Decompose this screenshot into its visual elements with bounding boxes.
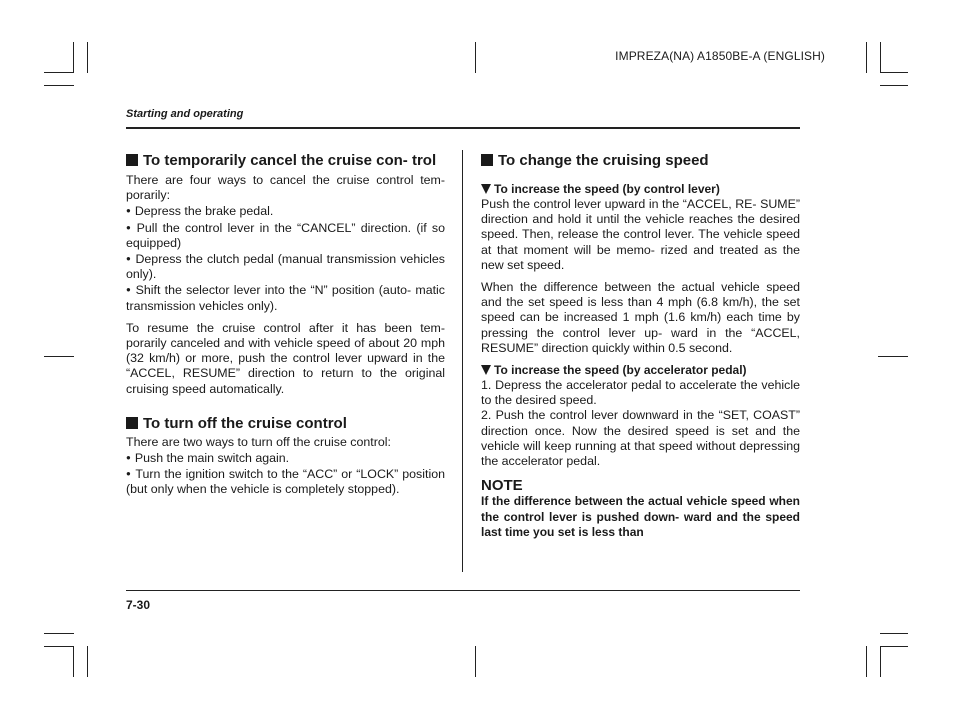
crop-mark	[87, 42, 88, 73]
left-column	[126, 152, 445, 498]
crop-mark	[880, 646, 881, 677]
step-1: 1. Depress the accelerator pedal to accelerate the vehicle to the desired speed.	[481, 378, 800, 408]
control-lever-paragraph: Push the control lever upward in the “ACCEL, RE- SUME” direction and hold it until the vehicle reaches the desired speed. Then, release the control lever. The vehicle speed at that moment will be memo- rized and treated as the new set speed.	[481, 197, 800, 272]
crop-mark	[73, 646, 74, 677]
section-label: Starting and operating	[126, 108, 244, 120]
list-item: ● Depress the brake pedal.	[126, 203, 445, 219]
list-item: ● Depress the clutch pedal (manual transmission vehicles only).	[126, 251, 445, 282]
heading-cancel: To temporarily cancel the cruise con- trol	[126, 152, 445, 170]
right-column	[481, 152, 800, 541]
crop-mark	[866, 42, 867, 73]
crop-mark	[880, 646, 908, 647]
list-item: ● Turn the ignition switch to the “ACC” or “LOCK” position (but only when the vehicle is completely stopped).	[126, 466, 445, 497]
footer-rule	[126, 590, 800, 591]
crop-mark	[866, 646, 867, 677]
note-body: If the difference between the actual vehicle speed when the control lever is pushed down- ward and the speed last time you set is less than	[481, 494, 800, 540]
page-number: 7-30	[126, 598, 151, 612]
list-item: ● Push the main switch again.	[126, 450, 445, 466]
crop-mark	[475, 42, 476, 73]
crop-mark	[880, 85, 908, 86]
cancel-intro: There are four ways to cancel the cruise control tem- porarily:	[126, 173, 445, 203]
crop-mark	[878, 356, 908, 357]
triangle-bullet-icon	[481, 184, 491, 194]
resume-paragraph: To resume the cruise control after it has been tem- porarily canceled and with vehicle speed of about 20 mph (32 km/h) or more, push the control lever upward in the “ACCEL, RESUME” direction to return to the original cruising speed automatically.	[126, 320, 445, 396]
subheading-accelerator: To increase the speed (by accelerator pedal)	[481, 362, 800, 378]
turn-off-intro: There are two ways to turn off the cruise control:	[126, 434, 391, 449]
square-bullet-icon	[126, 417, 138, 429]
increment-paragraph: When the difference between the actual vehicle speed and the set speed is less than 4 mph (6.8 km/h), the set speed can be increased 1 mph (1.6 km/h) each time by pressing the control lever up- ward in the “ACCEL, RESUME” direction quickly within 0.5 second.	[481, 280, 800, 355]
crop-mark	[44, 72, 74, 73]
crop-mark	[44, 85, 74, 86]
crop-mark	[475, 646, 476, 677]
list-item: ● Pull the control lever in the “CANCEL” direction. (if so equipped)	[126, 220, 445, 251]
document-id: IMPREZA(NA) A1850BE-A (ENGLISH)	[615, 49, 825, 63]
header-rule	[126, 127, 800, 129]
heading-change-speed: To change the cruising speed	[481, 152, 800, 170]
step-2: 2. Push the control lever downward in the “SET, COAST” direction once. Now the desired speed is set and the vehicle will keep running at that speed without depressing the accelerator pedal.	[481, 408, 800, 469]
square-bullet-icon	[126, 154, 138, 166]
crop-mark	[73, 42, 74, 73]
crop-mark	[44, 356, 74, 357]
crop-mark	[880, 72, 908, 73]
crop-mark	[880, 42, 881, 73]
triangle-bullet-icon	[481, 365, 491, 375]
note-title: NOTE	[481, 477, 523, 495]
crop-mark	[44, 646, 74, 647]
crop-mark	[87, 646, 88, 677]
crop-mark	[880, 633, 908, 634]
square-bullet-icon	[481, 154, 493, 166]
list-item: ● Shift the selector lever into the “N” position (auto- matic transmission vehicles only).	[126, 282, 445, 313]
column-divider	[462, 150, 463, 572]
crop-mark	[44, 633, 74, 634]
subheading-control-lever: To increase the speed (by control lever)	[481, 181, 800, 197]
heading-turn-off: To turn off the cruise control	[126, 415, 445, 433]
